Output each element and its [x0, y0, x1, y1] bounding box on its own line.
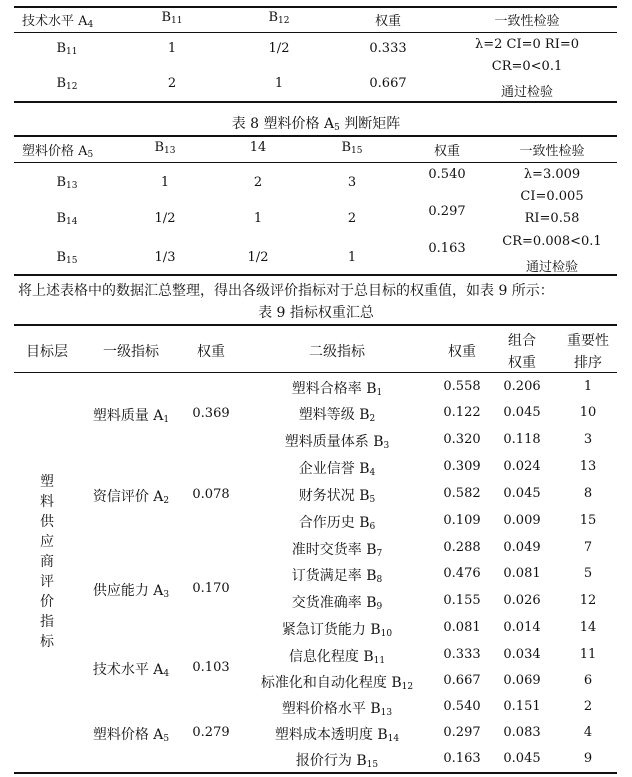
table-a4-cell: 1/2: [268, 41, 290, 56]
table-a4-header-1: 技术水平 $A_4$: [22, 14, 94, 30]
table9-row-rank: 15: [579, 513, 597, 528]
table8-header-4: $B_{15}$: [341, 140, 363, 156]
table9-caption: 表 9 指标权重汇总: [258, 305, 374, 321]
table9-target-char: 评: [40, 574, 54, 590]
table8-cell: 1/2: [154, 211, 176, 226]
table-a4-header-2: $B_{11}$: [161, 10, 183, 26]
table8-cell: 2: [347, 211, 357, 226]
table9-row-combined: 0.026: [503, 593, 541, 608]
table8-row-label: $B_{13}$: [56, 175, 78, 191]
table8-weight: 0.163: [428, 241, 466, 256]
table8-consistency-line: CI=0.005: [520, 189, 584, 204]
table9-row-name: 紧急订货能力 $B_{10}$: [281, 622, 393, 639]
table9-header-rank: 排序: [574, 355, 602, 371]
table9-row-rank: 8: [583, 486, 593, 501]
table9-row-combined: 0.014: [503, 620, 541, 635]
table9-row-combined: 0.069: [503, 673, 541, 688]
table9-row-name: 标准化和自动化程度 $B_{12}$: [260, 675, 414, 692]
table9-target-char: 塑: [40, 474, 54, 490]
table9-row-name: 订货满足率 $B_8$: [291, 568, 383, 585]
table9-row-rank: 4: [583, 725, 593, 740]
table9-row-weight: 0.122: [443, 405, 481, 420]
table9-row-combined: 0.009: [503, 513, 541, 528]
table8-weight: 0.297: [428, 204, 466, 219]
table9-row-rank: 2: [583, 699, 593, 714]
table8-header-3: 14: [249, 140, 267, 155]
table-a4-row-label: $B_{12}$: [56, 76, 78, 92]
table9-row-name: 塑料合格率 $B_1$: [291, 381, 383, 398]
table9-row-combined: 0.081: [503, 566, 541, 581]
table9-row-weight: 0.081: [443, 620, 481, 635]
table8-cell: 2: [253, 175, 263, 190]
table8-cell: 1: [253, 211, 263, 226]
table8-consistency-line: λ=3.009: [523, 167, 581, 182]
table8-consistency-line: 通过检验: [525, 260, 579, 275]
table9-target-char: 应: [40, 534, 54, 550]
table9-row-weight: 0.297: [443, 725, 481, 740]
table9-row-rank: 12: [579, 593, 597, 608]
table-a4-bottom-rule: [14, 101, 617, 103]
table-a4-consistency-line: λ=2 CI=0 RI=0: [475, 37, 579, 52]
table8-cell: 1/3: [154, 250, 176, 265]
table9-row-combined: 0.034: [503, 647, 541, 662]
table9-header-importance: 重要性: [567, 333, 609, 349]
table9-row-combined: 0.118: [503, 432, 541, 447]
table9-row-combined: 0.049: [503, 540, 541, 555]
table9-row-weight: 0.333: [443, 647, 481, 662]
table9-top-rule: [14, 324, 617, 326]
table9-row-name: 塑料成本透明度 $B_{14}$: [274, 727, 400, 744]
table9-row-name: 报价行为 $B_{15}$: [295, 753, 379, 770]
table9-group-weight: 0.170: [192, 581, 230, 596]
table-a4-consistency-line: CR=0<0.1: [491, 59, 563, 74]
table9-row-combined: 0.206: [503, 379, 541, 394]
table-a4-cell: 2: [167, 76, 177, 91]
table9-header-weight2: 权重: [448, 344, 476, 360]
table8-header-5: 权重: [433, 144, 461, 159]
table9-target-char: 料: [40, 494, 54, 510]
table9-row-name: 财务状况 $B_5$: [298, 488, 376, 505]
table9-target-char: 价: [40, 594, 54, 610]
table9-row-weight: 0.288: [443, 540, 481, 555]
table9-group-name: 技术水平 $A_4$: [92, 662, 170, 679]
table9-header-combined: 组合: [508, 333, 536, 349]
table8-cell: 3: [347, 175, 357, 190]
table9-header-rule: [14, 372, 617, 373]
table9-row-rank: 1: [583, 379, 593, 394]
table9-row-name: 塑料价格水平 $B_{13}$: [281, 701, 393, 718]
table9-row-rank: 10: [579, 405, 597, 420]
body-paragraph: 将上述表格中的数据汇总整理，得出各级评价指标对于总目标的权重值，如表 9 所示：: [18, 283, 554, 299]
table-a4-header-5: 一致性检验: [494, 14, 560, 29]
table-a4-cell: 1: [274, 76, 284, 91]
table8-weight: 0.540: [428, 167, 466, 182]
table9-group-name: 塑料价格 $A_5$: [92, 727, 170, 744]
table8-cell: 1: [160, 175, 170, 190]
table9-row-rank: 6: [583, 673, 593, 688]
table9-row-combined: 0.083: [503, 725, 541, 740]
table9-row-weight: 0.309: [443, 459, 481, 474]
table-a4-weight: 0.333: [369, 41, 407, 56]
table8-consistency-line: RI=0.58: [524, 211, 580, 226]
table9-row-combined: 0.151: [503, 699, 541, 714]
table9-row-weight: 0.540: [443, 699, 481, 714]
table9-row-weight: 0.320: [443, 432, 481, 447]
table9-row-weight: 0.558: [443, 379, 481, 394]
table-a4-weight: 0.667: [369, 76, 407, 91]
table9-row-rank: 13: [579, 459, 597, 474]
table8-bottom-rule: [14, 274, 617, 276]
table9-target-char: 指: [40, 614, 54, 630]
table8-cell: 1: [347, 250, 357, 265]
table9-group-name: 供应能力 $A_3$: [92, 583, 170, 600]
table8-row-label: $B_{15}$: [56, 250, 78, 266]
table9-row-combined: 0.045: [503, 405, 541, 420]
table9-row-rank: 5: [583, 566, 593, 581]
table8-header-6: 一致性检验: [519, 144, 585, 159]
table8-top-rule: [14, 135, 617, 137]
table9-group-weight: 0.369: [192, 406, 230, 421]
table9-bottom-rule: [14, 772, 617, 774]
table9-row-name: 准时交货率 $B_7$: [291, 542, 383, 559]
table9-row-name: 合作历史 $B_6$: [298, 515, 376, 532]
table9-row-combined: 0.045: [503, 486, 541, 501]
table9-header-target: 目标层: [26, 344, 68, 360]
table9-target-char: 商: [40, 554, 54, 570]
table-a4-consistency-line: 通过检验: [500, 85, 554, 100]
table9-row-weight: 0.109: [443, 513, 481, 528]
table9-header-combined-weight: 权重: [508, 355, 536, 371]
table9-row-name: 交货准确率 $B_9$: [291, 595, 383, 612]
table-a4-row-label: $B_{11}$: [56, 41, 78, 57]
table8-row-label: $B_{14}$: [56, 211, 78, 227]
table9-header-weight1: 权重: [197, 344, 225, 360]
table9-target-char: 标: [40, 634, 54, 650]
table8-cell: 1/2: [247, 250, 269, 265]
table9-header-level2: 二级指标: [309, 344, 365, 360]
table9-row-weight: 0.155: [443, 593, 481, 608]
table8-caption: 表 8 塑料价格 $A_5$ 判断矩阵: [231, 116, 401, 133]
table9-row-combined: 0.024: [503, 459, 541, 474]
table8-consistency-line: CR=0.008<0.1: [502, 234, 602, 249]
table9-row-weight: 0.476: [443, 566, 481, 581]
table9-row-name: 塑料质量体系 $B_3$: [284, 434, 390, 451]
table9-row-combined: 0.045: [503, 751, 541, 766]
table9-group-weight: 0.103: [192, 660, 230, 675]
table9-row-name: 企业信誉 $B_4$: [298, 461, 376, 478]
table9-group-weight: 0.078: [192, 487, 230, 502]
table9-group-name: 塑料质量 $A_1$: [92, 408, 170, 425]
table9-row-rank: 3: [583, 432, 593, 447]
table9-target-char: 供: [40, 514, 54, 530]
table9-row-weight: 0.582: [443, 486, 481, 501]
table9-row-rank: 9: [583, 751, 593, 766]
table-a4-header-3: $B_{12}$: [268, 10, 290, 26]
table9-group-weight: 0.279: [192, 725, 230, 740]
table8-header-2: $B_{13}$: [154, 140, 176, 156]
table-a4-cell: 1: [167, 41, 177, 56]
table9-row-rank: 7: [583, 540, 593, 555]
table-a4-header-4: 权重: [374, 14, 402, 29]
table9-row-weight: 0.667: [443, 673, 481, 688]
table9-group-name: 资信评价 $A_2$: [92, 489, 170, 506]
table8-header-1: 塑料价格 $A_5$: [22, 144, 94, 160]
table9-row-weight: 0.163: [443, 751, 481, 766]
table9-header-level1: 一级指标: [103, 344, 159, 360]
table9-row-rank: 14: [579, 620, 597, 635]
table9-row-rank: 11: [579, 647, 597, 662]
table-a4-top-rule: [14, 6, 617, 8]
table8-header-rule: [14, 162, 617, 163]
table9-row-name: 塑料等级 $B_2$: [298, 407, 376, 424]
table-a4-header-rule: [14, 32, 617, 33]
table9-row-name: 信息化程度 $B_{11}$: [288, 649, 386, 666]
